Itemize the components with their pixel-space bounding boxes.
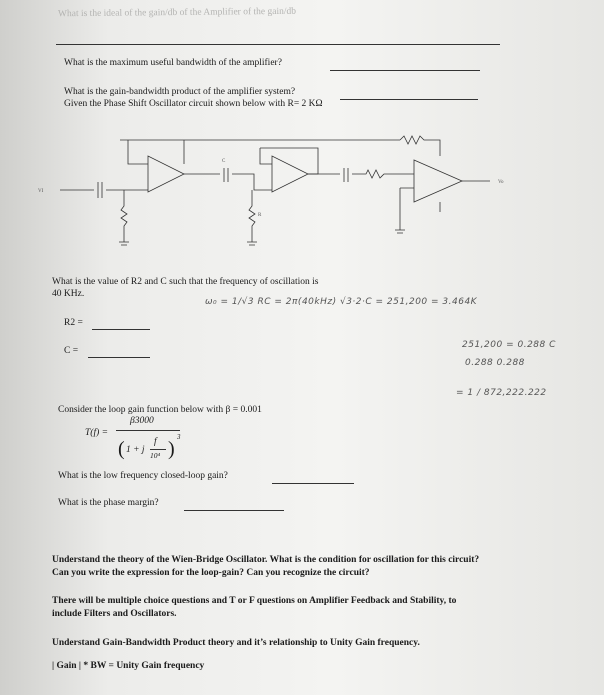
question-bandwidth: What is the maximum useful bandwidth of the amplifier? [64, 58, 282, 68]
formula-ten-four: 10⁴ [150, 451, 161, 460]
wien-bridge-text-2: Can you write the expression for the loop-gain? Can you recognize the circuit? [52, 568, 370, 578]
handwritten-work-line2: 251,200 = 0.288 C [462, 340, 556, 350]
answer-line-bandwidth [330, 70, 480, 71]
formula-paren-left: ( [118, 438, 125, 460]
answer-line-low-frequency-gain [272, 483, 354, 484]
formula-f: f [154, 437, 157, 447]
given-circuit-text: Given the Phase Shift Oscillator circuit shown below with R= 2 KΩ [64, 99, 323, 109]
question-phase-margin: What is the phase margin? [58, 498, 159, 508]
question-r2-c-line1: What is the value of R2 and C such that the frequency of oscillation is [52, 277, 319, 287]
r2-answer-label: R2 = [64, 318, 83, 328]
loop-gain-intro: Consider the loop gain function below with β = 0.001 [58, 405, 262, 415]
answer-line-gbw [340, 99, 478, 100]
r2-answer-line [92, 329, 150, 330]
gbw-theory-text: Understand Gain-Bandwidth Product theory and it’s relationship to Unity Gain frequency. [52, 638, 420, 648]
formula-fraction-bar [116, 430, 180, 431]
c-label: C [222, 159, 226, 164]
question-r2-c-line2: 40 KHz. [52, 289, 85, 299]
question-low-frequency-gain: What is the low frequency closed-loop gain? [58, 471, 228, 481]
c-answer-label: C = [64, 346, 79, 356]
handwritten-work-line3: 0.288 0.288 [465, 358, 525, 368]
r-label: R [258, 213, 262, 218]
phase-shift-oscillator-circuit [20, 126, 580, 266]
opamp-1 [148, 156, 184, 192]
formula-inner-bar [150, 449, 166, 450]
handwritten-work-line4: = 1 / 872,222.222 [456, 388, 547, 398]
vo-label: Vo [498, 180, 504, 185]
formula-one-plus-j: 1 + j [126, 445, 145, 455]
c-answer-line [88, 357, 150, 358]
opamp-3 [414, 160, 462, 202]
formula-cube: 3 [177, 433, 181, 441]
gain-bandwidth-equation: | Gain | * BW = Unity Gain frequency [52, 661, 205, 671]
vi-label: VI [38, 189, 44, 194]
header-rule [56, 44, 500, 45]
formula-paren-right: ) [168, 438, 175, 460]
wien-bridge-text-1: Understand the theory of the Wien-Bridge Oscillator. What is the condition for oscillation for this circuit? [52, 555, 480, 565]
faded-header-text: What is the ideal of the gain/db of the Amplifier of the gain/db [57, 6, 297, 20]
question-gbw: What is the gain-bandwidth product of the amplifier system? [64, 87, 296, 97]
formula-numerator: β3000 [130, 416, 154, 426]
answer-line-phase-margin [184, 510, 284, 511]
multiple-choice-text-1: There will be multiple choice questions and T or F questions on Amplifier Feedback and Stability, to [52, 596, 457, 606]
formula-lhs: T(f) = [85, 428, 109, 438]
opamp-2 [272, 156, 308, 192]
handwritten-work-line1: ω₀ = 1/√3 RC = 2π(40kHz) √3·2·C = 251,200 = 3.464K [205, 297, 478, 307]
multiple-choice-text-2: include Filters and Oscillators. [52, 609, 177, 619]
